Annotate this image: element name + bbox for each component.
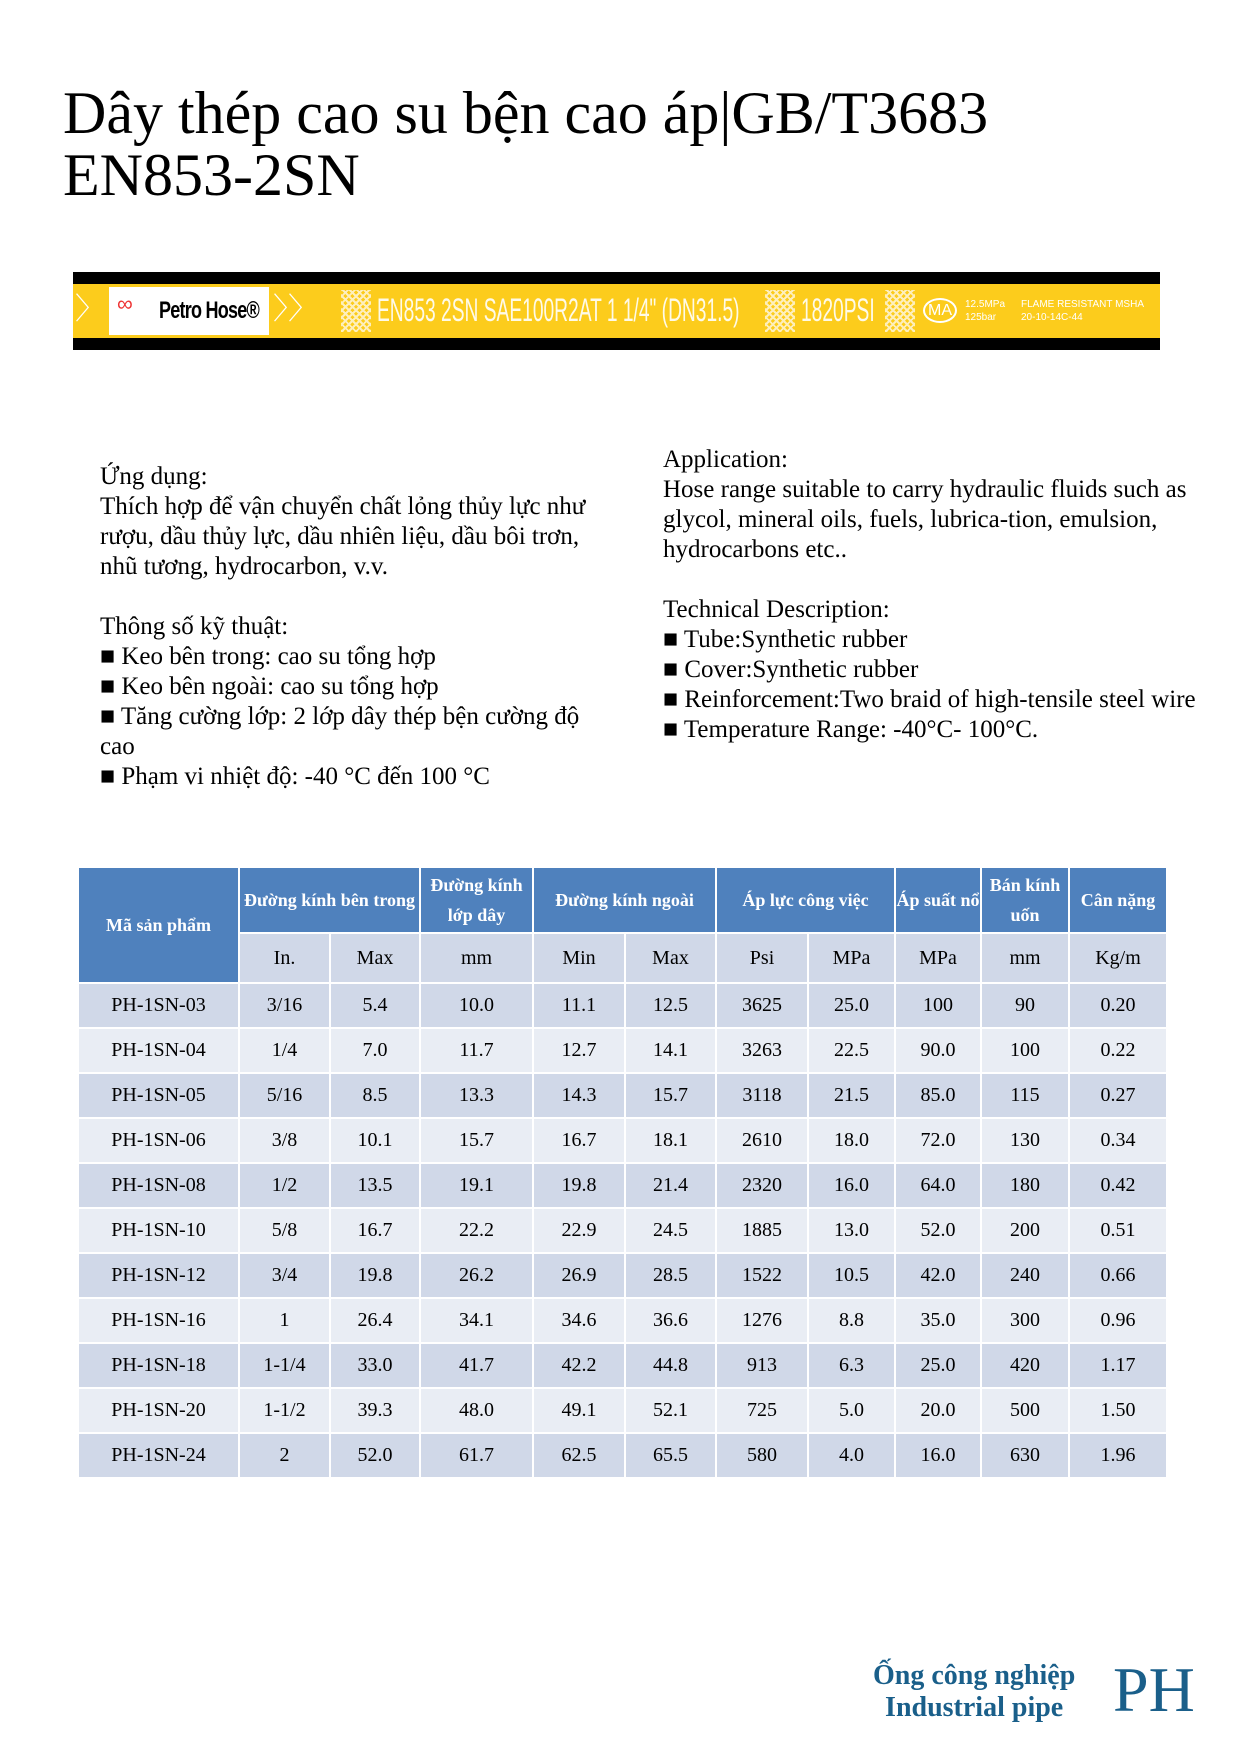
table-cell: 16.7 [330,1208,420,1253]
table-cell: 61.7 [420,1433,533,1478]
table-cell: 18.1 [625,1118,716,1163]
table-cell: 115 [981,1073,1069,1118]
table-cell: 26.9 [533,1253,625,1298]
table-cell: 1522 [716,1253,808,1298]
table-cell: 22.5 [808,1028,895,1073]
table-cell: 7.0 [330,1028,420,1073]
table-cell: 2320 [716,1163,808,1208]
table-cell: 725 [716,1388,808,1433]
table-cell: 44.8 [625,1343,716,1388]
spec-item: ■ Keo bên trong: cao su tổng hợp [100,643,436,670]
table-cell: 100 [895,983,981,1028]
table-cell: 420 [981,1343,1069,1388]
table-cell: 12.5 [625,983,716,1028]
hose-pressure-text: 1820PSI [801,292,875,328]
table-cell: 1885 [716,1208,808,1253]
table-cell: 39.3 [330,1388,420,1433]
table-cell: 500 [981,1388,1069,1433]
table-row [78,1343,1167,1388]
hose-spec-text: EN853 2SN SAE100R2AT 1 1/4" (DN31.5) [377,292,740,328]
table-cell: 11.1 [533,983,625,1028]
table-cell: PH-1SN-04 [78,1028,239,1073]
table-cell: 3625 [716,983,808,1028]
table-cell: 21.5 [808,1073,895,1118]
table-cell: 2610 [716,1118,808,1163]
table-cell: 3/4 [239,1253,330,1298]
table-cell: 5/8 [239,1208,330,1253]
table-cell: 41.7 [420,1343,533,1388]
footer-line-en: Industrial pipe [885,1692,1064,1723]
table-cell: 52.1 [625,1388,716,1433]
header-product-code: Mã sản phẩm [78,867,239,983]
table-cell: 1-1/4 [239,1343,330,1388]
table-cell: PH-1SN-18 [78,1343,239,1388]
table-cell: PH-1SN-16 [78,1298,239,1343]
logo-mark-icon: ∞ [117,291,133,316]
table-cell: 33.0 [330,1343,420,1388]
product-spec-table [77,866,1168,1479]
table-cell: 28.5 [625,1253,716,1298]
table-cell: 3/16 [239,983,330,1028]
table-cell: 13.0 [808,1208,895,1253]
table-cell: 85.0 [895,1073,981,1118]
table-cell: 10.1 [330,1118,420,1163]
table-cell: 21.4 [625,1163,716,1208]
spec-item: ■ Tăng cường lớp: 2 lớp dây thép bện cường độ cao [100,703,580,760]
table-row [78,1118,1167,1163]
chevron-icon: 〉〉 [273,293,318,326]
title-line-1: Dây thép cao su bện cao áp|GB/T3683 [63,80,989,146]
table-cell: 0.34 [1069,1118,1167,1163]
table-cell: PH-1SN-03 [78,983,239,1028]
table-row [78,1163,1167,1208]
table-cell: 24.5 [625,1208,716,1253]
table-cell: 1276 [716,1298,808,1343]
table-cell: PH-1SN-24 [78,1433,239,1478]
table-cell: 1/2 [239,1163,330,1208]
table-cell: 14.3 [533,1073,625,1118]
unit-cell: MPa [808,933,895,983]
table-cell: 36.6 [625,1298,716,1343]
table-cell: 35.0 [895,1298,981,1343]
table-cell: 42.0 [895,1253,981,1298]
table-cell: 20.0 [895,1388,981,1433]
table-cell: 34.1 [420,1298,533,1343]
table-cell: 3118 [716,1073,808,1118]
spec-item: ■ Tube:Synthetic rubber [663,626,908,653]
table-cell: 0.96 [1069,1298,1167,1343]
spec-label: Technical Description: [663,596,890,623]
table-cell: 0.51 [1069,1208,1167,1253]
hose-certification-text: FLAME RESISTANT MSHA 20-10-14C-44 [1021,299,1144,323]
table-cell: 25.0 [808,983,895,1028]
header-weight: Cân nặng [1069,867,1167,933]
table-cell: 16.7 [533,1118,625,1163]
table-cell: 42.2 [533,1343,625,1388]
unit-cell: In. [239,933,330,983]
table-cell: PH-1SN-08 [78,1163,239,1208]
table-cell: 13.5 [330,1163,420,1208]
table-cell: 11.7 [420,1028,533,1073]
hose-image [73,272,1160,350]
table-cell: 65.5 [625,1433,716,1478]
table-cell: 0.22 [1069,1028,1167,1073]
table-cell: 16.0 [895,1433,981,1478]
header-bend-radius: Bán kính uốn [981,867,1069,933]
page-title [63,82,988,206]
table-cell: 10.0 [420,983,533,1028]
hatch-pattern [885,290,915,332]
table-cell: 13.3 [420,1073,533,1118]
table-row [78,983,1167,1028]
table-cell: 22.9 [533,1208,625,1253]
units-row [78,933,1167,983]
table-cell: 14.1 [625,1028,716,1073]
spec-item: ■ Cover:Synthetic rubber [663,656,919,683]
application-label: Ứng dụng: [100,463,208,490]
table-row [78,1298,1167,1343]
table-cell: 90 [981,983,1069,1028]
table-cell: 0.27 [1069,1073,1167,1118]
table-cell: 52.0 [895,1208,981,1253]
table-cell: PH-1SN-20 [78,1388,239,1433]
table-cell: 34.6 [533,1298,625,1343]
table-cell: 19.8 [330,1253,420,1298]
table-cell: 5/16 [239,1073,330,1118]
table-cell: 1-1/2 [239,1388,330,1433]
unit-cell: mm [981,933,1069,983]
spec-item: ■ Temperature Range: -40°C- 100°C. [663,716,1039,743]
spec-item: ■ Phạm vi nhiệt độ: -40 °C đến 100 °C [100,763,490,790]
table-cell: 15.7 [625,1073,716,1118]
table-cell: 15.7 [420,1118,533,1163]
table-cell: 72.0 [895,1118,981,1163]
unit-cell: MPa [895,933,981,983]
table-cell: 25.0 [895,1343,981,1388]
table-row [78,1433,1167,1478]
table-row [78,1073,1167,1118]
hose-rating-text: 12.5MPa 125bar [965,299,1006,323]
table-cell: 48.0 [420,1388,533,1433]
table-cell: 8.5 [330,1073,420,1118]
table-cell: 300 [981,1298,1069,1343]
table-cell: 22.2 [420,1208,533,1253]
unit-cell: mm [420,933,533,983]
title-line-2: EN853-2SN [63,142,360,208]
table-cell: 1.17 [1069,1343,1167,1388]
table-cell: 130 [981,1118,1069,1163]
table-cell: 1 [239,1298,330,1343]
unit-cell: Kg/m [1069,933,1167,983]
table-row [78,1253,1167,1298]
table-cell: 1.50 [1069,1388,1167,1433]
unit-cell: Min [533,933,625,983]
table-row [78,1208,1167,1253]
table-cell: 100 [981,1028,1069,1073]
table-cell: 240 [981,1253,1069,1298]
header-outer-diameter: Đường kính ngoài [533,867,716,933]
table-cell: 200 [981,1208,1069,1253]
table-cell: 4.0 [808,1433,895,1478]
chevron-icon: 〉 [75,293,105,326]
unit-cell: Max [625,933,716,983]
brand-name: Petro Hose® [159,297,260,324]
table-cell: 1.96 [1069,1433,1167,1478]
table-cell: 5.4 [330,983,420,1028]
application-text: Hose range suitable to carry hydraulic fluids such as glycol, mineral oils, fuels, lubrica-tion, emulsion, hydrocarbons etc.. [663,476,1187,563]
application-text: Thích hợp để vận chuyển chất lỏng thủy lực như rượu, dầu thủy lực, dầu nhiên liệu, dầu bôi trơn, nhũ tương, hydrocarbon, v.v. [100,493,586,580]
spec-item: ■ Reinforcement:Two braid of high-tensile steel wire [663,686,1196,713]
table-cell: 630 [981,1433,1069,1478]
footer-tagline [873,1660,1075,1724]
petro-hose-logo [109,287,269,335]
footer-line-vi: Ống công nghiệp [873,1660,1076,1691]
table-cell: 90.0 [895,1028,981,1073]
table-cell: 3263 [716,1028,808,1073]
hatch-pattern [341,290,371,332]
table-cell: 26.4 [330,1298,420,1343]
unit-cell: Psi [716,933,808,983]
table-cell: 49.1 [533,1388,625,1433]
unit-cell: Max [330,933,420,983]
application-label: Application: [663,446,788,473]
table-cell: 1/4 [239,1028,330,1073]
table-cell: 0.42 [1069,1163,1167,1208]
header-burst-pressure: Áp suất nổ [895,867,981,933]
ph-logo: PH [1113,1654,1195,1725]
table-cell: 19.8 [533,1163,625,1208]
table-cell: 10.5 [808,1253,895,1298]
table-cell: 0.66 [1069,1253,1167,1298]
table-cell: 19.1 [420,1163,533,1208]
table-cell: 64.0 [895,1163,981,1208]
table-cell: 180 [981,1163,1069,1208]
table-cell: 913 [716,1343,808,1388]
table-row [78,1388,1167,1433]
spec-label: Thông số kỹ thuật: [100,613,289,640]
table-cell: 52.0 [330,1433,420,1478]
table-cell: 62.5 [533,1433,625,1478]
header-inner-diameter: Đường kính bên trong [239,867,420,933]
table-cell: PH-1SN-05 [78,1073,239,1118]
spec-item: ■ Keo bên ngoài: cao su tổng hợp [100,673,439,700]
table-cell: 12.7 [533,1028,625,1073]
table-cell: 2 [239,1433,330,1478]
table-cell: 8.8 [808,1298,895,1343]
table-cell: 16.0 [808,1163,895,1208]
table-cell: 6.3 [808,1343,895,1388]
table-cell: 5.0 [808,1388,895,1433]
table-cell: 580 [716,1433,808,1478]
table-cell: PH-1SN-10 [78,1208,239,1253]
table-cell: 26.2 [420,1253,533,1298]
table-cell: 0.20 [1069,983,1167,1028]
hatch-pattern [765,290,795,332]
english-description [663,445,1203,745]
table-cell: PH-1SN-12 [78,1253,239,1298]
vietnamese-description [100,462,620,792]
table-cell: PH-1SN-06 [78,1118,239,1163]
header-wire-diameter: Đường kính lớp dây [420,867,533,933]
table-row [78,1028,1167,1073]
ma-badge-icon: MA [923,298,957,323]
table-cell: 18.0 [808,1118,895,1163]
table-cell: 3/8 [239,1118,330,1163]
header-working-pressure: Áp lực công việc [716,867,895,933]
